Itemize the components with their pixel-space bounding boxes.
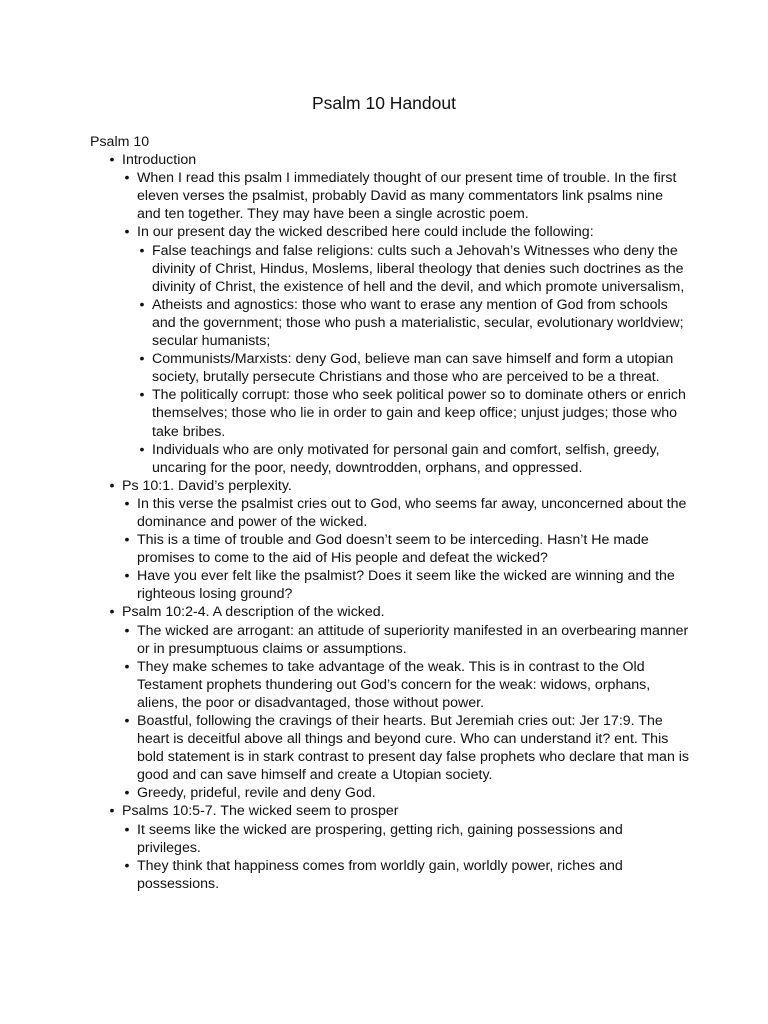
outline-subitem-text: False teachings and false religions: cults such a Jehovah’s Witnesses who deny the divinity of Christ, Hindus, Moslems, liberal theology that denies such doctrines as the divinity of Christ, the existence of hell and the devil, and which promote universalism, bbox=[152, 242, 685, 295]
outline-item-text: In this verse the psalmist cries out to God, who seems far away, unconcerned about the dominance and power of the wicked. bbox=[137, 495, 687, 530]
bullet-icon: • bbox=[109, 803, 115, 820]
outline-subitem bbox=[139, 441, 690, 477]
outline-subitem-text: Individuals who are only motivated for personal gain and comfort, selfish, greedy, uncaring for the poor, needy, downtrodden, orphans, and oppressed. bbox=[152, 441, 660, 476]
bullet-icon: • bbox=[124, 658, 130, 675]
bullet-icon: • bbox=[124, 568, 130, 585]
outline-item bbox=[124, 658, 690, 712]
bullet-icon: • bbox=[139, 242, 145, 259]
bullet-icon: • bbox=[139, 351, 145, 368]
section-items bbox=[122, 169, 690, 477]
outline-subitem bbox=[139, 296, 690, 350]
outline-subitem bbox=[139, 242, 690, 296]
outline-item bbox=[124, 622, 690, 658]
bullet-icon: • bbox=[139, 441, 145, 458]
outline-item-text: It seems like the wicked are prospering, getting rich, gaining possessions and privileges. bbox=[137, 821, 623, 856]
outline-item bbox=[124, 531, 690, 567]
bullet-icon: • bbox=[139, 387, 145, 404]
bullet-icon: • bbox=[109, 477, 115, 494]
outline-item bbox=[124, 567, 690, 603]
bullet-icon: • bbox=[124, 532, 130, 549]
bullet-icon: • bbox=[124, 713, 130, 729]
outline-section bbox=[109, 151, 690, 477]
outline-item-text: They think that happiness comes from worldly gain, worldly power, riches and possessions. bbox=[137, 857, 623, 892]
outline-item-text: Greedy, prideful, revile and deny God. bbox=[137, 785, 376, 802]
item-subitems bbox=[137, 242, 690, 477]
outline-item bbox=[124, 495, 690, 531]
section-items bbox=[122, 495, 690, 604]
outline-item-text: The wicked are arrogant: an attitude of superiority manifested in an overbearing manner or in presumptuous claims or assumptions. bbox=[137, 622, 689, 657]
outline-section-text: Psalms 10:5-7. The wicked seem to prosper bbox=[122, 803, 399, 820]
outline-item bbox=[124, 784, 690, 802]
outline-item-text: Boastful, following the cravings of their hearts. But Jeremiah cries out: Jer 17:9. The heart is deceitful above all things and beyond cure. Who can understand it? ent. This bold statement is in stark contrast to present day false prophets who declare that man is good and can save himself and create a Utopian society. bbox=[137, 713, 690, 784]
bullet-icon: • bbox=[124, 224, 130, 241]
outline-item-text: In our present day the wicked described here could include the following: bbox=[137, 224, 594, 241]
outline-section bbox=[109, 477, 690, 604]
bullet-icon: • bbox=[124, 821, 130, 838]
outline-list bbox=[90, 151, 690, 893]
outline-section-text: Introduction bbox=[122, 152, 197, 169]
bullet-icon: • bbox=[139, 296, 145, 313]
outline-item-text: Have you ever felt like the psalmist? Does it seem like the wicked are winning and the righteous losing ground? bbox=[137, 568, 675, 603]
outline-subitem bbox=[139, 350, 690, 386]
outline-item bbox=[124, 169, 690, 223]
outline-item-text: They make schemes to take advantage of the weak. This is in contrast to the Old Testament prophets thundering out God’s concern for the weak: widows, orphans, aliens, the poor or disadvantaged, those without power. bbox=[137, 658, 651, 711]
bullet-icon: • bbox=[124, 785, 130, 802]
page-title: Psalm 10 Handout bbox=[312, 93, 456, 113]
outline-item bbox=[124, 857, 690, 893]
bullet-icon: • bbox=[124, 495, 130, 512]
outline-subitem-text: Communists/Marxists: deny God, believe man can save himself and form a utopian society, brutally persecute Christians and those who are perceived to be a threat. bbox=[152, 351, 674, 386]
outline-section bbox=[109, 603, 690, 802]
outline-subitem-text: Atheists and agnostics: those who want to erase any mention of God from schools and the government; those who push a materialistic, secular, evolutionary worldview; secular humanists; bbox=[152, 296, 684, 350]
outline-item-text: This is a time of trouble and God doesn’t seem to be interceding. Hasn’t He made promises to come to the aid of His people and defeat the wicked? bbox=[137, 532, 649, 567]
outline-subitem bbox=[139, 386, 690, 440]
bullet-icon: • bbox=[124, 857, 130, 874]
outline-item bbox=[124, 821, 690, 857]
bullet-icon: • bbox=[124, 622, 130, 639]
outline-item-text: When I read this psalm I immediately thought of our present time of trouble. In the first eleven verses the psalmist, probably David as many commentators link psalms nine and ten together. They may have been a single acrostic poem. bbox=[137, 170, 677, 223]
bullet-icon: • bbox=[124, 170, 130, 187]
outline-item bbox=[124, 712, 690, 784]
section-heading: Psalm 10 bbox=[90, 134, 150, 150]
section-items bbox=[122, 622, 690, 803]
outline-section-text: Ps 10:1. David’s perplexity. bbox=[122, 477, 292, 494]
bullet-icon: • bbox=[109, 604, 115, 621]
outline-section-text: Psalm 10:2-4. A description of the wicked. bbox=[122, 604, 385, 621]
outline-subitem-text: The politically corrupt: those who seek political power so to dominate others or enrich themselves; those who lie in order to gain and keep office; unjust judges; those who take bribes. bbox=[152, 387, 686, 440]
document-body bbox=[90, 133, 690, 893]
outline-section bbox=[109, 802, 690, 892]
outline-item bbox=[124, 223, 690, 476]
bullet-icon: • bbox=[109, 152, 115, 169]
section-items bbox=[122, 821, 690, 893]
